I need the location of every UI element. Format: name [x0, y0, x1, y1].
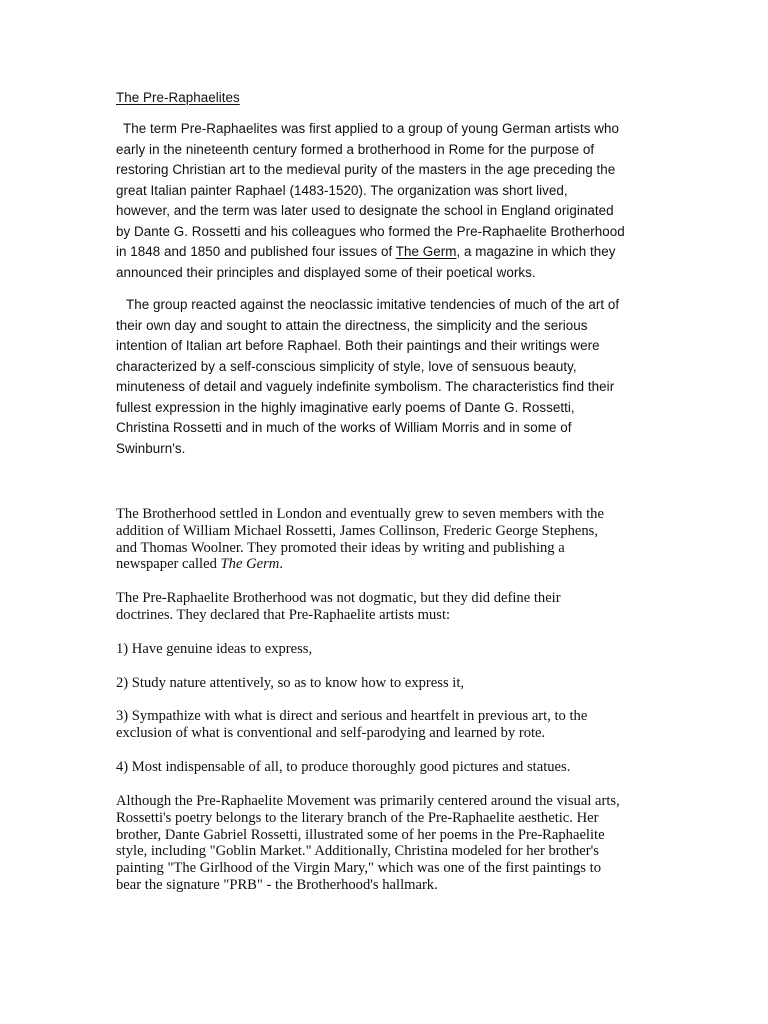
- document-title: The Pre-Raphaelites: [116, 90, 240, 105]
- list-item: [116, 708, 656, 742]
- text-line: fullest expression in the highly imaginative early poems of Dante G. Rossetti,: [116, 399, 575, 415]
- text-line: announced their principles and displayed some of their poetical works.: [116, 264, 536, 280]
- list-item: [116, 641, 656, 658]
- text-line: addition of William Michael Rossetti, James Collinson, Frederic George Stephens,: [116, 522, 599, 539]
- text-fragment: in 1848 and 1850 and published four issues of: [116, 244, 396, 259]
- text-line: 3) Sympathize with what is direct and serious and heartfelt in previous art, to the: [116, 708, 588, 724]
- paragraph-term-origin: [116, 119, 656, 283]
- paragraph-doctrines: [116, 590, 656, 624]
- list-item: [116, 759, 656, 776]
- document-page: [116, 0, 656, 1024]
- paragraph-movement-poetry: [116, 793, 656, 894]
- text-line: early in the nineteenth century formed a brotherhood in Rome for the purpose of: [116, 141, 595, 157]
- the-germ-title: The Germ: [220, 556, 280, 573]
- text-line: restoring Christian art to the medieval purity of the masters in the age preceding the: [116, 162, 616, 177]
- text-line: [116, 295, 656, 316]
- text-line: Rossetti's poetry belongs to the literary branch of the Pre-Raphaelite aesthetic. Her: [116, 809, 599, 826]
- text-line: and Thomas Woolner. They promoted their ideas by writing and publishing a: [116, 539, 565, 556]
- text-line: bear the signature "PRB" - the Brotherhood's hallmark.: [116, 876, 438, 893]
- text-line: style, including "Goblin Market." Additionally, Christina modeled for her brother's: [116, 843, 599, 860]
- list-item: [116, 675, 656, 692]
- text-line: [116, 556, 656, 573]
- text-line: by Dante G. Rossetti and his colleagues who formed the Pre-Raphaelite Brotherhood: [116, 223, 625, 239]
- text-line: characterized by a self-conscious simplicity of style, love of sensuous beauty,: [116, 358, 577, 374]
- text-line: Christina Rossetti and in much of the works of William Morris and in some of: [116, 420, 572, 435]
- text-line: [116, 242, 656, 263]
- text-line-content: The group reacted against the neoclassic imitative tendencies of much of the art of: [126, 297, 620, 312]
- text-line: painting "The Girlhood of the Virgin Mary," which was one of the first paintings to: [116, 860, 601, 877]
- text-line: 2) Study nature attentively, so as to know how to express it,: [116, 675, 465, 691]
- text-line: [116, 119, 656, 140]
- text-line: The Brotherhood settled in London and eventually grew to seven members with the: [116, 506, 604, 522]
- text-line: minuteness of detail and vaguely indefinite symbolism. The characteristics find their: [116, 379, 615, 394]
- text-line: doctrines. They declared that Pre-Raphaelite artists must:: [116, 606, 451, 623]
- text-line: Although the Pre-Raphaelite Movement was primarily centered around the visual arts,: [116, 793, 620, 809]
- text-line: 4) Most indispensable of all, to produce thoroughly good pictures and statues.: [116, 759, 571, 775]
- paragraph-group-reaction: [116, 295, 656, 459]
- text-line: their own day and sought to attain the directness, the simplicity and the serious: [116, 317, 588, 333]
- the-germ-link[interactable]: The Germ: [395, 244, 457, 259]
- text-line: exclusion of what is conventional and self-parodying and learned by rote.: [116, 724, 546, 741]
- text-fragment: , a magazine in which they: [456, 244, 616, 259]
- paragraph-brotherhood-settled: [116, 506, 656, 573]
- text-line: great Italian painter Raphael (1483-1520). The organization was short lived,: [116, 182, 568, 198]
- text-line: 1) Have genuine ideas to express,: [116, 641, 313, 657]
- text-line: intention of Italian art before Raphael. Both their paintings and their writings were: [116, 338, 600, 353]
- text-line: Swinburn's.: [116, 440, 186, 456]
- text-fragment: .: [279, 556, 283, 573]
- text-line: brother, Dante Gabriel Rossetti, illustrated some of her poems in the Pre-Raphaelite: [116, 826, 605, 843]
- text-line: however, and the term was later used to designate the school in England originated: [116, 203, 614, 218]
- text-line-content: The term Pre-Raphaelites was first applied to a group of young German artists who: [123, 121, 620, 136]
- text-line: The Pre-Raphaelite Brotherhood was not dogmatic, but they did define their: [116, 590, 561, 606]
- text-fragment: newspaper called: [116, 556, 221, 573]
